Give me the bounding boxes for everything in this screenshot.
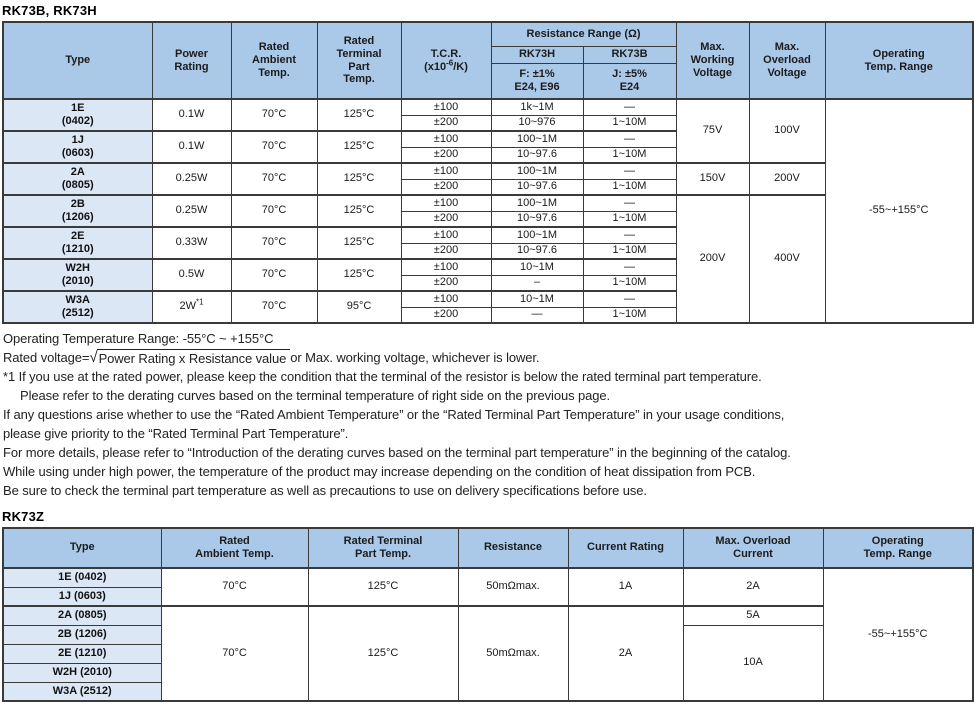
note-asterisk-1: *1 If you use at the rated power, please keep the condition that the terminal of the resistor is below the rated terminal part temperature. xyxy=(3,369,762,384)
col-header-rk73h: RK73H xyxy=(491,46,583,63)
col-header-type: Type xyxy=(3,22,152,99)
operating-temp-cell: -55~+155°C xyxy=(825,99,973,323)
sqrt-symbol: √ xyxy=(89,349,98,366)
tcr-cell: ±100 xyxy=(401,99,491,115)
tcr-cell: ±100 xyxy=(401,131,491,147)
col-header-rk73b: RK73B xyxy=(583,46,676,63)
power-cell: 0.33W xyxy=(152,227,231,259)
terminal-cell: 95°C xyxy=(317,291,401,323)
rk73b-range-cell: 1~10M xyxy=(583,307,676,323)
type-cell-1j: 1J (0603) xyxy=(3,131,152,163)
rk73b-range-cell: 1~10M xyxy=(583,147,676,163)
ambient-cell: 70°C xyxy=(231,99,317,131)
overload-voltage-cell: 100V xyxy=(749,99,825,163)
terminal-cell: 125°C xyxy=(317,99,401,131)
tcr-cell: ±200 xyxy=(401,307,491,323)
ambient-cell: 70°C xyxy=(231,131,317,163)
working-voltage-cell: 200V xyxy=(676,195,749,323)
overload-current-cell: 5A xyxy=(683,606,823,625)
col-header-power-rating: Power Rating xyxy=(152,22,231,99)
header-row xyxy=(3,528,973,568)
overload-current-cell: 2A xyxy=(683,568,823,606)
resistance-cell: 50mΩmax. xyxy=(458,568,568,606)
power-cell: 0.25W xyxy=(152,163,231,195)
power-cell: 0.5W xyxy=(152,259,231,291)
rk73b-range-cell: — xyxy=(583,131,676,147)
rk73h-range-cell: 10~97.6 xyxy=(491,147,583,163)
tcr-cell: ±200 xyxy=(401,115,491,131)
rk73h-range-cell: 10~97.6 xyxy=(491,243,583,259)
type-cell-w2h: W2H (2010) xyxy=(3,663,161,682)
tcr-cell: ±100 xyxy=(401,291,491,307)
ambient-cell: 70°C xyxy=(231,291,317,323)
rk73h-range-cell: – xyxy=(491,275,583,291)
ambient-cell: 70°C xyxy=(231,227,317,259)
terminal-cell: 125°C xyxy=(308,568,458,606)
power-cell: 2W$^{*1}$ xyxy=(152,291,231,323)
tcr-cell: ±200 xyxy=(401,243,491,259)
type-cell-2e: 2E (1210) xyxy=(3,227,152,259)
operating-temp-cell: -55~+155°C xyxy=(823,568,973,701)
power-cell: 0.1W xyxy=(152,131,231,163)
overload-voltage-cell: 400V xyxy=(749,195,825,323)
rk73h-range-cell: 10~976 xyxy=(491,115,583,131)
terminal-cell: 125°C xyxy=(317,227,401,259)
tcr-cell: ±200 xyxy=(401,275,491,291)
col-header-rk73h-tolerance: F: ±1% E24, E96 xyxy=(491,63,583,99)
type-cell-2e: 2E (1210) xyxy=(3,644,161,663)
rk73b-range-cell: — xyxy=(583,227,676,243)
col-header-resistance: Resistance xyxy=(458,528,568,568)
col-header-rated-ambient-temp: Rated Ambient Temp. xyxy=(161,528,308,568)
type-cell-w3a: W3A (2512) xyxy=(3,682,161,701)
col-header-type: Type xyxy=(3,528,161,568)
terminal-cell: 125°C xyxy=(308,606,458,701)
note-asterisk-1-cont: Please refer to the derating curves based on the terminal temperature of right side on the previous page. xyxy=(20,388,611,403)
rk73b-range-cell: 1~10M xyxy=(583,115,676,131)
rk73b-range-cell: — xyxy=(583,163,676,179)
col-header-max-overload-current: Max. Overload Current xyxy=(683,528,823,568)
working-voltage-cell: 75V xyxy=(676,99,749,163)
type-cell-2a: 2A (0805) xyxy=(3,606,161,625)
rk73h-range-cell: 10~1M xyxy=(491,291,583,307)
tcr-cell: ±200 xyxy=(401,147,491,163)
table-row xyxy=(3,568,973,587)
col-header-rated-ambient-temp: Rated Ambient Temp. xyxy=(231,22,317,99)
rk73b-range-cell: — xyxy=(583,259,676,275)
note-paragraph-line: please give priority to the “Rated Terminal Part Temperature”. xyxy=(3,426,349,441)
terminal-cell: 125°C xyxy=(317,131,401,163)
note-paragraph-line: If any questions arise whether to use the “Rated Ambient Temperature” or the “Rated Terminal Part Temperature” in your usage conditions, xyxy=(3,407,785,422)
col-header-rated-terminal-part-temp: Rated Terminal Part Temp. xyxy=(317,22,401,99)
col-header-max-overload-voltage: Max. Overload Voltage xyxy=(749,22,825,99)
header-row-1 xyxy=(3,22,973,46)
note-paragraph-line: For more details, please refer to “Introduction of the derating curves based on the terminal part temperature” in the beginning of the catalog. xyxy=(3,445,791,460)
rk73z-spec-table xyxy=(2,527,974,702)
sqrt-radicand: Power Rating x Resistance value xyxy=(97,349,291,367)
resistance-cell: 50mΩmax. xyxy=(458,606,568,701)
rk73b-range-cell: — xyxy=(583,99,676,115)
rk73b-range-cell: — xyxy=(583,291,676,307)
ambient-cell: 70°C xyxy=(161,606,308,701)
type-cell-1j: 1J (0603) xyxy=(3,587,161,606)
rk73h-range-cell: 100~1M xyxy=(491,227,583,243)
terminal-cell: 125°C xyxy=(317,195,401,227)
rk73b-range-cell: 1~10M xyxy=(583,211,676,227)
tcr-cell: ±200 xyxy=(401,179,491,195)
note-temp-range: Operating Temperature Range: -55°C ~ +155°C xyxy=(3,331,274,346)
type-cell-1e: 1E (0402) xyxy=(3,99,152,131)
tcr-cell: ±100 xyxy=(401,195,491,211)
section1-title: RK73B, RK73H xyxy=(2,3,97,18)
rk73h-range-cell: 10~97.6 xyxy=(491,211,583,227)
rk73b-range-cell: 1~10M xyxy=(583,179,676,195)
type-cell-1e: 1E (0402) xyxy=(3,568,161,587)
ambient-cell: 70°C xyxy=(231,195,317,227)
col-header-resistance-range: Resistance Range (Ω) xyxy=(491,22,676,46)
rk73b-range-cell: 1~10M xyxy=(583,275,676,291)
note-paragraph-line: While using under high power, the temperature of the product may increase depending on the condition of heat dissipation from PCB. xyxy=(3,464,756,479)
ambient-cell: 70°C xyxy=(231,163,317,195)
rk73h-range-cell: 100~1M xyxy=(491,195,583,211)
rk73h-range-cell: 10~1M xyxy=(491,259,583,275)
rk73h-range-cell: 10~97.6 xyxy=(491,179,583,195)
col-header-current-rating: Current Rating xyxy=(568,528,683,568)
working-voltage-cell: 150V xyxy=(676,163,749,195)
power-cell: 0.25W xyxy=(152,195,231,227)
col-header-operating-temp-range: Operating Temp. Range xyxy=(823,528,973,568)
section2-title: RK73Z xyxy=(2,509,45,524)
tcr-cell: ±100 xyxy=(401,259,491,275)
current-rating-cell: 2A xyxy=(568,606,683,701)
type-cell-2b: 2B (1206) xyxy=(3,195,152,227)
rk73bh-spec-table xyxy=(2,21,974,324)
terminal-cell: 125°C xyxy=(317,163,401,195)
col-header-operating-temp-range: Operating Temp. Range xyxy=(825,22,973,99)
power-cell: 0.1W xyxy=(152,99,231,131)
rk73h-range-cell: 100~1M xyxy=(491,131,583,147)
terminal-cell: 125°C xyxy=(317,259,401,291)
tcr-unit: $(x10^{-6}/K)$ xyxy=(424,57,468,73)
type-cell-w3a: W3A (2512) xyxy=(3,291,152,323)
note-paragraph-line: Be sure to check the terminal part temperature as well as precautions to use on delivery specifications before use. xyxy=(3,483,647,498)
rk73b-range-cell: 1~10M xyxy=(583,243,676,259)
col-header-rk73b-tolerance: J: ±5% E24 xyxy=(583,63,676,99)
current-rating-cell: 1A xyxy=(568,568,683,606)
col-header-max-working-voltage: Max. Working Voltage xyxy=(676,22,749,99)
tcr-cell: ±100 xyxy=(401,227,491,243)
overload-current-cell: 10A xyxy=(683,625,823,701)
ambient-cell: 70°C xyxy=(161,568,308,606)
type-cell-2a: 2A (0805) xyxy=(3,163,152,195)
tcr-cell: ±100 xyxy=(401,163,491,179)
footnotes xyxy=(3,329,972,500)
col-header-rated-terminal-part-temp: Rated Terminal Part Temp. xyxy=(308,528,458,568)
table-row xyxy=(3,99,973,115)
tcr-cell: ±200 xyxy=(401,211,491,227)
rk73h-range-cell: — xyxy=(491,307,583,323)
note-rated-voltage: Rated voltage=√Power Rating x Resistance value or Max. working voltage, whichever is lower. xyxy=(3,349,540,366)
overload-voltage-cell: 200V xyxy=(749,163,825,195)
type-cell-2b: 2B (1206) xyxy=(3,625,161,644)
rk73b-range-cell: — xyxy=(583,195,676,211)
col-header-tcr: T.C.R. $(x10^{-6}/K)$ xyxy=(401,22,491,99)
ambient-cell: 70°C xyxy=(231,259,317,291)
rk73h-range-cell: 100~1M xyxy=(491,163,583,179)
rk73h-range-cell: 1k~1M xyxy=(491,99,583,115)
type-cell-w2h: W2H (2010) xyxy=(3,259,152,291)
